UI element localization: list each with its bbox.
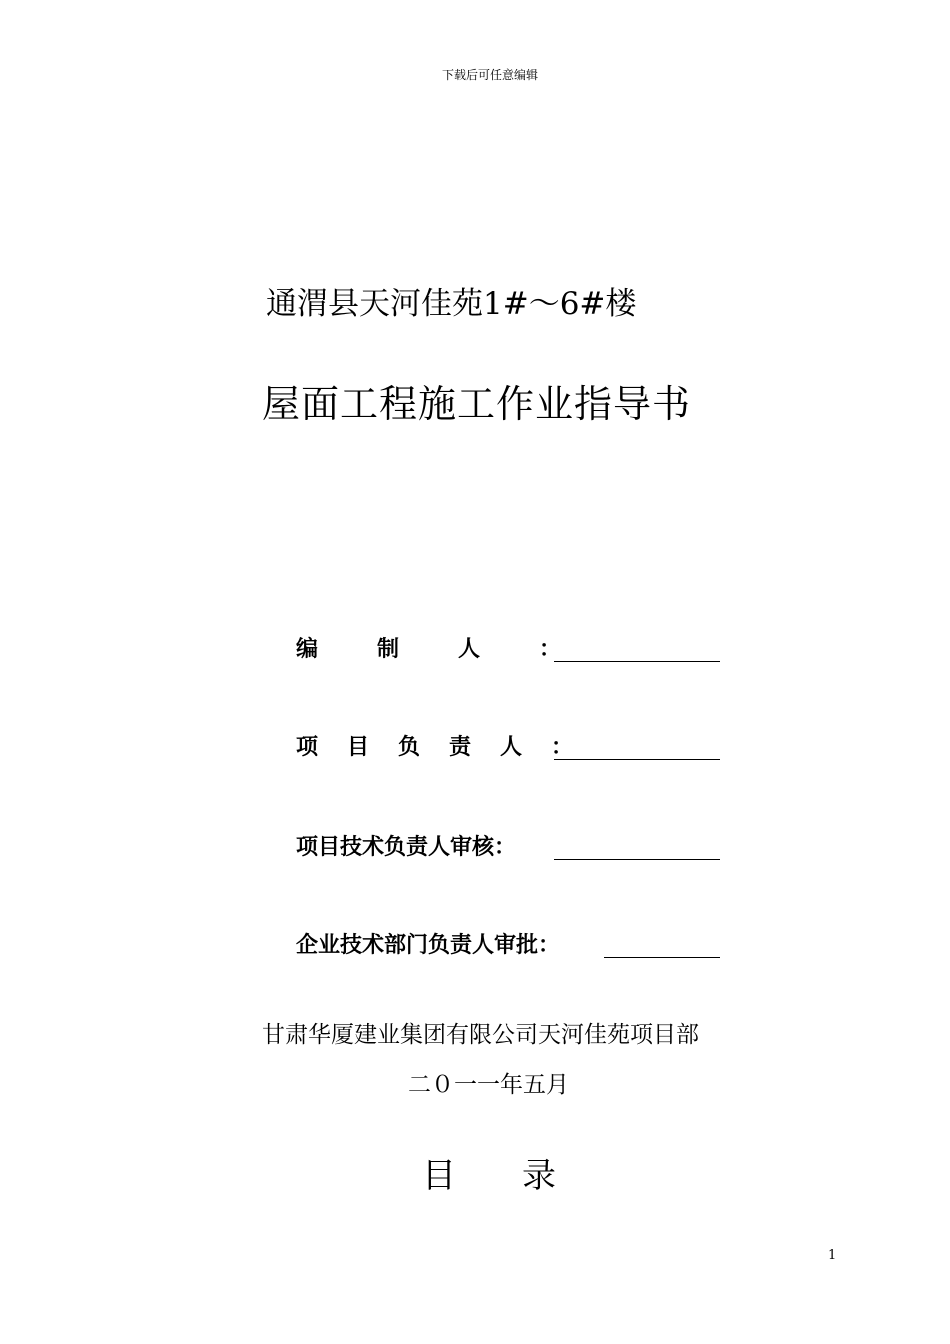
signature-label: 编制人：	[296, 637, 621, 662]
signature-blank-line	[554, 661, 720, 662]
signature-blank-line	[604, 957, 720, 958]
signature-row-project-lead	[296, 730, 720, 764]
signature-row-dept-approval	[296, 928, 720, 962]
signature-label: 项目负责人：	[296, 735, 603, 760]
signature-row-compiler	[296, 632, 720, 666]
signature-label: 项目技术负责人审核：	[296, 835, 517, 860]
organization-name: 甘肃华厦建业集团有限公司天河佳苑项目部	[262, 1022, 699, 1048]
table-of-contents-title: 目录	[422, 1156, 622, 1196]
document-title-line-2: 屋面工程施工作业指导书	[262, 382, 692, 426]
header-note: 下载后可任意编辑	[441, 68, 538, 82]
signature-label: 企业技术部门负责人审批：	[296, 933, 561, 958]
signature-blank-line	[554, 859, 720, 860]
document-date: 二０一一年五月	[408, 1072, 569, 1098]
signature-row-tech-review	[296, 830, 720, 864]
page-number: 1	[828, 1248, 837, 1263]
document-title-line-1: 通渭县天河佳苑1#～6#楼	[266, 286, 637, 322]
signature-blank-line	[554, 759, 720, 760]
